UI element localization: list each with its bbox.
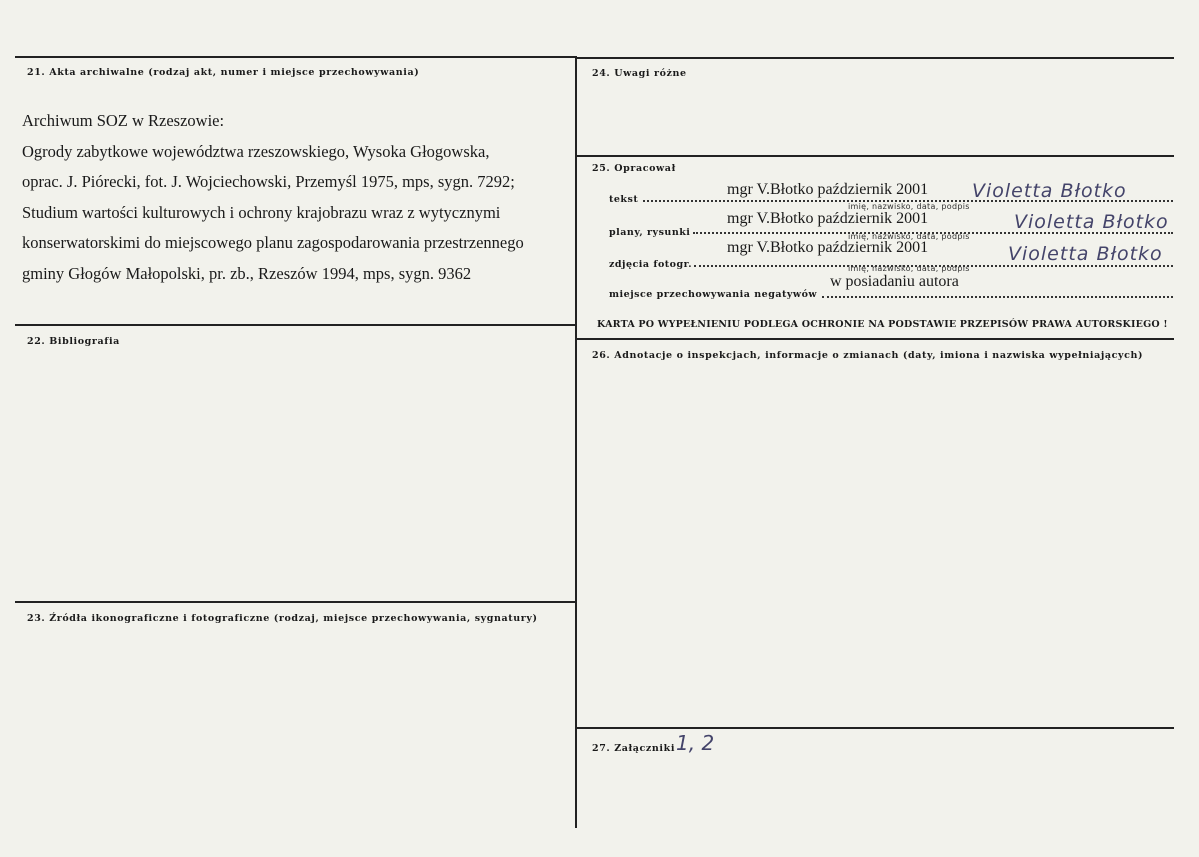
caption-zdjecia: imię, nazwisko, data, podpis: [848, 264, 970, 273]
negatives-label: miejsce przechowywania negatywów: [609, 289, 818, 300]
archive-line-6: gminy Głogów Małopolski, pr. zb., Rzeszów 1994, mps, sygn. 9362: [22, 263, 472, 283]
row-value-plany: mgr V.Błotko październik 2001: [727, 210, 929, 227]
row-value-zdjecia: mgr V.Błotko październik 2001: [727, 239, 929, 256]
section-21-content: [22, 106, 562, 289]
section-27-label: 27. Załączniki: [592, 743, 676, 754]
top-left-rule: [15, 56, 577, 58]
archive-line-2: Ogrody zabytkowe województwa rzeszowskiego, Wysoka Głogowska,: [22, 141, 490, 161]
section-25-label: 25. Opracował: [592, 163, 676, 174]
caption-plany: imię, nazwisko, data, podpis: [848, 232, 970, 241]
negatives-value: w posiadaniu autora: [830, 273, 959, 290]
archive-line-3: oprac. J. Piórecki, fot. J. Wojciechowski, Przemyśl 1975, mps, sygn. 7292;: [22, 172, 515, 191]
attachments-value: 1, 2: [676, 731, 715, 755]
signature-plany: Violetta Błotko: [1014, 211, 1169, 233]
rule-22: [15, 324, 577, 326]
row-value-tekst: mgr V.Błotko październik 2001: [727, 181, 929, 198]
section-26-label: 26. Adnotacje o inspekcjach, informacje o zmianach (daty, imiona i nazwiska wypełniających): [592, 350, 1144, 361]
row-label-plany: plany, rysunki: [609, 227, 691, 238]
archive-line-4: Studium wartości kulturowych i ochrony krajobrazu wraz z wytycznymi: [22, 202, 501, 222]
negatives-dots: [822, 296, 1173, 298]
rule-23: [15, 601, 577, 603]
section-23-label: 23. Źródła ikonograficzne i fotograficzne (rodzaj, miejsce przechowywania, sygnatury): [27, 613, 538, 624]
section-21-label: 21. Akta archiwalne (rodzaj akt, numer i miejsce przechowywania): [27, 67, 420, 78]
archive-line-5: konserwatorskimi do miejscowego planu zagospodarowania przestrzennego: [22, 233, 524, 252]
section-24-label: 24. Uwagi różne: [592, 68, 687, 79]
row-label-tekst: tekst: [609, 194, 639, 205]
signature-tekst: Violetta Błotko: [972, 180, 1127, 202]
rule-26: [577, 338, 1174, 340]
archive-line-1: Archiwum SOZ w Rzeszowie:: [22, 111, 225, 130]
copyright-warning: KARTA PO WYPEŁNIENIU PODLEGA OCHRONIE NA PODSTAWIE PRZEPISÓW PRAWA AUTORSKIEGO !: [597, 319, 1168, 330]
rule-25: [577, 155, 1174, 157]
top-right-rule: [577, 57, 1174, 59]
center-divider: [575, 56, 577, 828]
signature-zdjecia: Violetta Błotko: [1008, 243, 1163, 265]
row-label-zdjecia: zdjęcia fotogr.: [609, 259, 693, 270]
rule-27: [577, 727, 1174, 729]
caption-tekst: imię, nazwisko, data, podpis: [848, 202, 970, 211]
section-22-label: 22. Bibliografia: [27, 336, 120, 347]
